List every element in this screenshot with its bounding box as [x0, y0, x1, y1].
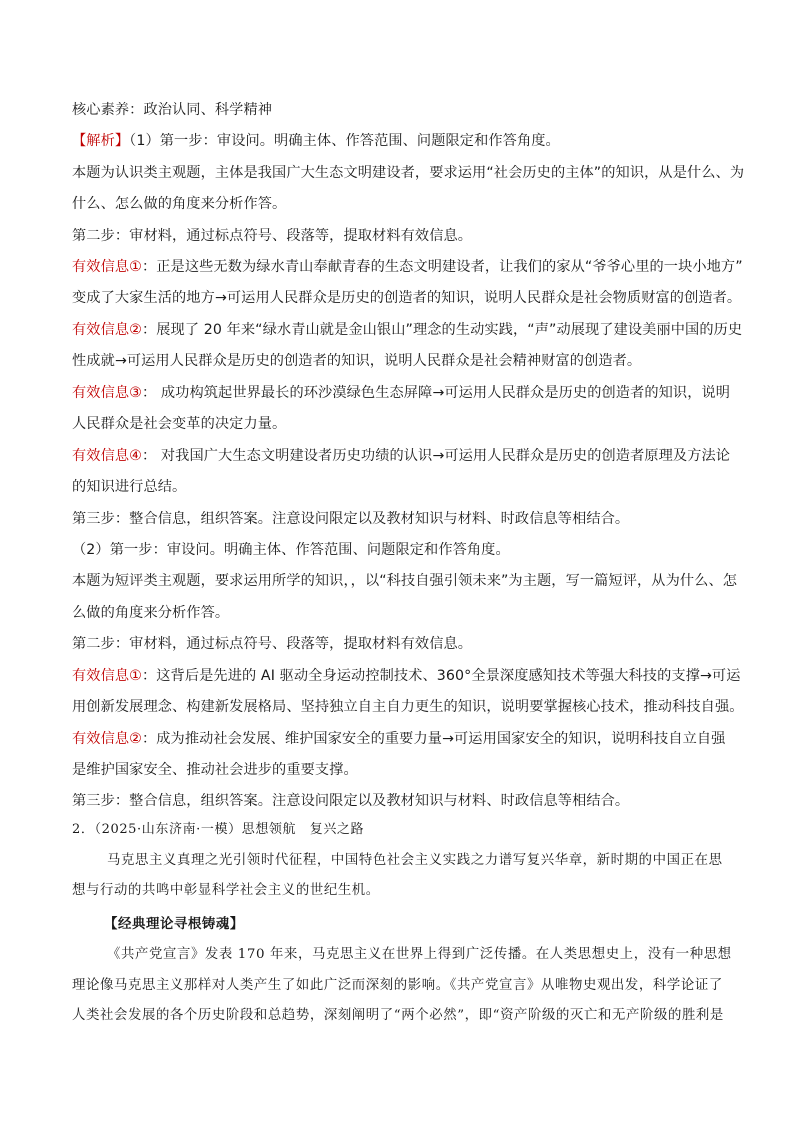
text-line: 本题为认识类主观题，主体是我国广大生态文明建设者，要求运用“社会历史的主体”的知识，从是什么、为	[72, 165, 745, 181]
text-line: 么做的角度来分析作答。	[72, 605, 230, 621]
text-line: 本题为短评类主观题，要求运用所学的知识，，以“科技自强引领未来”为主题，写一篇短评，从为什么、怎	[72, 573, 738, 589]
info-label: 有效信息②	[72, 322, 142, 338]
text-line: 第三步：整合信息，组织答案。注意设问限定以及教材知识与材料、时政信息等相结合。	[72, 793, 630, 809]
analysis-q2-step1: （2）第一步：审设问。明确主体、作答范围、问题限定和作答角度。	[72, 542, 510, 558]
info-label: 有效信息①	[72, 668, 142, 684]
info-1-line: 有效信息①：正是这些无数为绿水青山奉献青春的生态文明建设者，让我们的家从“爷爷心里的一块小地方”	[72, 259, 743, 275]
info-label: 有效信息①	[72, 259, 142, 275]
analysis-label: 【解析】	[72, 133, 130, 149]
text-line: 什么、怎么做的角度来分析作答。	[72, 196, 287, 212]
text-line: 性成就→可运用人民群众是历史的创造者的知识，说明人民群众是社会精神财富的创造者。	[72, 353, 642, 369]
info-label: 有效信息④	[72, 448, 142, 464]
text-line: 用创新发展理念、构建新发展格局、坚持独立自主自力更生的知识，说明要掌握核心技术，推动科技自强。	[72, 699, 744, 715]
text-line: 的知识进行总结。	[72, 479, 187, 495]
info-3-line: 有效信息③： 成功构筑起世界最长的环沙漠绿色生态屏障→可运用人民群众是历史的创造者的知识，说明	[72, 385, 731, 401]
text-line: 是维护国家安全、推动社会进步的重要支撑。	[72, 762, 358, 778]
text-line: 第二步：审材料，通过标点符号、段落等，提取材料有效信息。	[72, 228, 473, 244]
text-line: 人民群众是社会变革的决定力量。	[72, 416, 287, 432]
q2-paragraph-2-cont: 理论像马克思主义那样对人类产生了如此广泛而深刻的影响。《共产党宣言》从唯物史观出发，科学论证了	[72, 978, 723, 993]
q2-paragraph-2-cont: 人类社会发展的各个历史阶段和总趋势，深刻阐明了“两个必然”，即“资产阶级的灭亡和无产阶级的胜利是	[72, 1008, 724, 1023]
info-label: 有效信息③	[72, 385, 142, 401]
info-2-line: 有效信息②：展现了 20 年来“绿水青山就是金山银山”理念的生动实践，“声”动展现了建设美丽中国的历史	[72, 322, 743, 338]
q2-paragraph-1-cont: 想与行动的共鸣中彰显科学社会主义的世纪生机。	[72, 883, 380, 898]
analysis-q1-step1: 【解析】（1）第一步：审设问。明确主体、作答范围、问题限定和作答角度。	[72, 133, 560, 149]
info-1-line: 有效信息①：这背后是先进的 AI 驱动全身运动控制技术、360°全景深度感知技术等强大科技的支撑→可运	[72, 668, 741, 684]
question-2-heading: 2．（2025·山东济南·一模）思想领航 复兴之路	[72, 822, 365, 837]
section-heading: 【经典理论寻根铸魂】	[104, 916, 244, 932]
text-line: 第三步：整合信息，组织答案。注意设问限定以及教材知识与材料、时政信息等相结合。	[72, 511, 630, 527]
core-literacy-line: 核心素养：政治认同、科学精神	[72, 102, 273, 118]
text-line: 第二步：审材料，通过标点符号、段落等，提取材料有效信息。	[72, 636, 473, 652]
info-4-line: 有效信息④： 对我国广大生态文明建设者历史功绩的认识→可运用人民群众是历史的创造者原理及方法论	[72, 448, 731, 464]
q2-paragraph-2: 《共产党宣言》发表 170 年来，马克思主义在世界上得到广泛传播。在人类思想史上，没有一种思想	[107, 947, 732, 962]
info-2-line: 有效信息②：成为推动社会发展、维护国家安全的重要力量→可运用国家安全的知识，说明科技自立自强	[72, 731, 726, 747]
text-line: 变成了大家生活的地方→可运用人民群众是历史的创造者的知识，说明人民群众是社会物质财富的创造者。	[72, 290, 742, 306]
q2-paragraph-1: 马克思主义真理之光引领时代征程，中国特色社会主义实践之力谱写复兴华章，新时期的中国正在思	[107, 853, 723, 868]
info-label: 有效信息②	[72, 731, 142, 747]
